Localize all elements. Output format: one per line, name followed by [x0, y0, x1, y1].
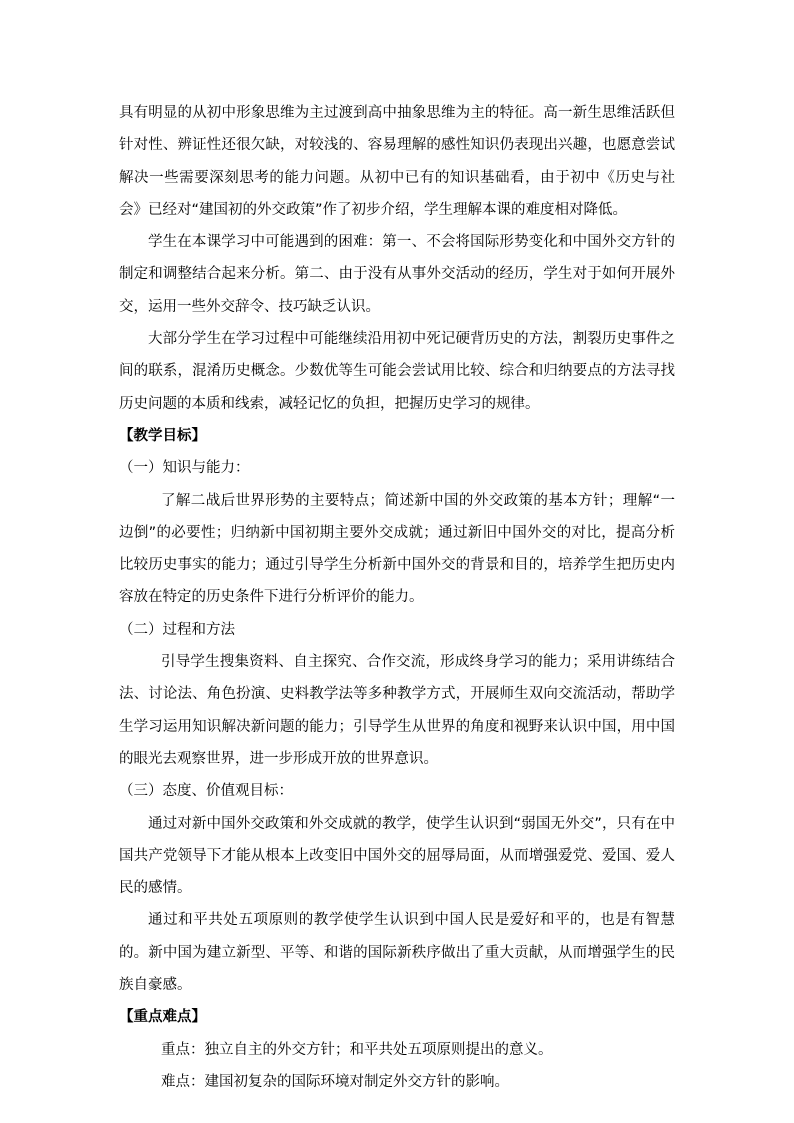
- paragraph-learning-difficulties: 学生在本课学习中可能遇到的困难：第一、不会将国际形势变化和中国外交方针的制定和调整结合起来分析。第二、由于没有从事外交活动的经历，学生对于如何开展外交，运用一些外交辞令、技巧缺乏认识。: [119, 234, 675, 315]
- document-body: [119, 97, 675, 1098]
- paragraph-attitude-values-2: 通过和平共处五项原则的教学使学生认识到中国人民是爱好和平的，也是有智慧的。新中国为建立新型、平等、和谐的国际新秩序做出了重大贡献，从而增强学生的民族自豪感。: [119, 912, 675, 994]
- subheading-knowledge-ability: （一）知识与能力：: [119, 460, 250, 477]
- paragraph-process-method: 引导学生搜集资料、自主探究、合作交流，形成终身学习的能力；采用讲练结合法、讨论法、角色扮演、史料教学法等多种教学方式，开展师生双向交流活动，帮助学生学习运用知识解决新问题的能力；引导学生从世界的角度和视野来认识中国，用中国的眼光去观察世界，进一步形成开放的世界意识。: [119, 654, 675, 767]
- paragraph-knowledge-ability: 了解二战后世界形势的主要特点；简述新中国的外交政策的基本方针；理解“一边倒”的必要性；归纳新中国初期主要外交成就；通过新旧中国外交的对比，提高分析比较历史事实的能力；通过引导学生分析新中国外交的背景和目的，培养学生把历史内容放在特定的历史条件下进行分析评价的能力。: [119, 492, 675, 606]
- subheading-attitude-values: （三）态度、价值观目标：: [119, 783, 293, 800]
- paragraph-student-characteristics: 具有明显的从初中形象思维为主过渡到高中抽象思维为主的特征。高一新生思维活跃但针对性、辨证性还很欠缺，对较浅的、容易理解的感性知识仍表现出兴趣，也愿意尝试解决一些需要深刻思考的能力问题。从初中已有的知识基础看，由于初中《历史与社会》已经对“建国初的外交政策”作了初步介绍，学生理解本课的难度相对降低。: [119, 105, 675, 218]
- heading-key-points: 【重点难点】: [119, 1009, 206, 1026]
- heading-teaching-objectives: 【教学目标】: [119, 427, 206, 444]
- paragraph-difficult-point: 难点：建国初复杂的国际环境对制定外交方针的影响。: [161, 1073, 509, 1090]
- subheading-process-method: （二）过程和方法: [119, 621, 235, 638]
- paragraph-key-point: 重点：独立自主的外交方针；和平共处五项原则提出的意义。: [161, 1041, 553, 1058]
- paragraph-attitude-values-1: 通过对新中国外交政策和外交成就的教学，使学生认识到“弱国无外交”，只有在中国共产党领导下才能从根本上改变旧中国外交的屈辱局面，从而增强爱党、爱国、爱人民的感情。: [119, 815, 675, 897]
- paragraph-learning-methods: 大部分学生在学习过程中可能继续沿用初中死记硬背历史的方法，割裂历史事件之间的联系，混淆历史概念。少数优等生可能会尝试用比较、综合和归纳要点的方法寻找历史问题的本质和线索，减轻记忆的负担，把握历史学习的规律。: [119, 331, 675, 412]
